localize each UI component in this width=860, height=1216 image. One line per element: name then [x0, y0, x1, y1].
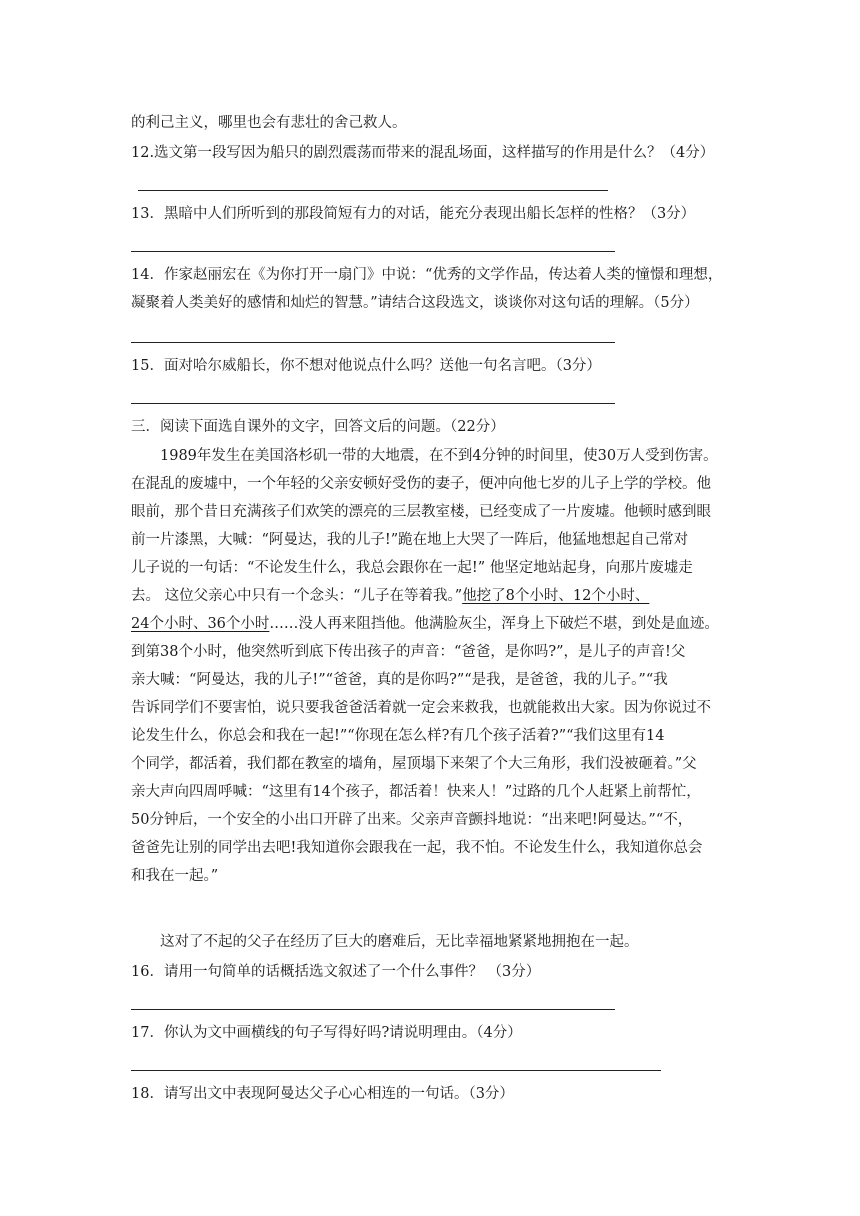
passage-line: 这对了不起的父子在经历了巨大的磨难后，无比幸福地紧紧地拥抱在一起。 [160, 934, 639, 950]
text-line: 的利己主义，哪里也会有悲壮的舍己救人。 [131, 115, 407, 131]
question-16: 16．请用一句简单的话概括选文叙述了一个什么事件？ （3分） [131, 964, 541, 980]
answer-line-17[interactable] [131, 1070, 661, 1071]
answer-line-12[interactable] [138, 190, 608, 191]
underlined-sentence: 24个小时、36个小时 [131, 616, 270, 632]
passage-line: 前一片漆黑，大喊：“阿曼达，我的儿子!”跪在地上大哭了一阵后，他猛地想起自己常对 [131, 532, 689, 548]
passage-line: 亲大声向四周呼喊：“这里有14个孩子，都活着！快来人！”过路的几个人赶紧上前帮忙， [131, 784, 701, 800]
passage-line: 和我在一起。” [131, 868, 219, 884]
passage-text: 去。 这位父亲心中只有一个念头：“儿子在等着我。” [131, 588, 463, 604]
question-15: 15．面对哈尔威船长，你不想对他说点什么吗？送他一句名言吧。（3分） [131, 358, 601, 374]
question-13: 13．黑暗中人们所听到的那段简短有力的对话，能充分表现出船长怎样的性格？（3分） [131, 206, 696, 222]
passage-line: 50分钟后，一个安全的小出口开辟了出来。父亲声音颤抖地说：“出来吧!阿曼达。”“不， [131, 812, 693, 828]
passage-line: 爸爸先让别的同学出去吧!我知道你会跟我在一起，我不怕。不论发生什么，我知道你总会 [131, 840, 703, 856]
passage-line: 儿子说的一句话：“不论发生什么，我总会跟你在一起!” 他坚定地站起身，向那片废墟走 [131, 560, 693, 576]
passage-line: 亲大喊：“阿曼达，我的儿子!”“爸爸，真的是你吗?”“是我，是爸爸，我的儿子。”“我 [131, 672, 668, 688]
question-12: 12.选文第一段写因为船只的剧烈震荡而带来的混乱场面，这样描写的作用是什么？（4分） [131, 145, 715, 161]
passage-line: 眼前，那个昔日充满孩子们欢笑的漂亮的三层教室楼，已经变成了一片废墟。他顿时感到眼 [131, 504, 711, 520]
answer-line-16[interactable] [131, 1009, 615, 1010]
passage-line [131, 586, 649, 606]
passage-line: 论发生什么，你总会和我在一起!”“你现在怎么样?有几个孩子活着?”“我们这里有14 [131, 728, 665, 744]
section-3-heading: 三．阅读下面选自课外的文字，回答文后的问题。（22分） [131, 419, 505, 435]
passage-line [131, 614, 719, 634]
answer-line-14[interactable] [131, 342, 615, 343]
passage-line: 到第38个小时，他突然听到底下传出孩子的声音：“爸爸，是你吗?”，是儿子的声音!父 [131, 644, 686, 660]
passage-line: 在混乱的废墟中，一个年轻的父亲安顿好受伤的妻子，便冲向他七岁的儿子上学的学校。他 [131, 476, 711, 492]
question-14-line1: 14．作家赵丽宏在《为你打开一扇门》中说：“优秀的文学作品，传达着人类的憧憬和理想， [131, 267, 723, 283]
underlined-sentence: 他挖了8个小时、12个小时、 [462, 588, 650, 604]
answer-line-13[interactable] [131, 251, 615, 252]
question-14-line2: 凝聚着人类美好的感情和灿烂的智慧。”请结合这段选文，谈谈你对这句话的理解。（5分） [131, 295, 699, 311]
passage-line: 告诉同学们不要害怕，说只要我爸爸活着就一定会来救我，也就能救出大家。因为你说过不 [131, 700, 711, 716]
passage-line: 1989年发生在美国洛杉矶一带的大地震，在不到4分钟的时间里，使30万人受到伤害。 [160, 448, 718, 464]
question-17: 17．你认为文中画横线的句子写得好吗?请说明理由。（4分） [131, 1025, 522, 1041]
question-18: 18．请写出文中表现阿曼达父子心心相连的一句话。（3分） [131, 1086, 514, 1102]
passage-line: 个同学，都活着，我们都在教室的墙角，屋顶塌下来架了个大三角形，我们没被砸着。”父 [131, 756, 697, 772]
answer-line-15[interactable] [131, 403, 615, 404]
passage-text: ……没人再来阻挡他。他满脸灰尘，浑身上下破烂不堪，到处是血迹。 [269, 616, 719, 632]
